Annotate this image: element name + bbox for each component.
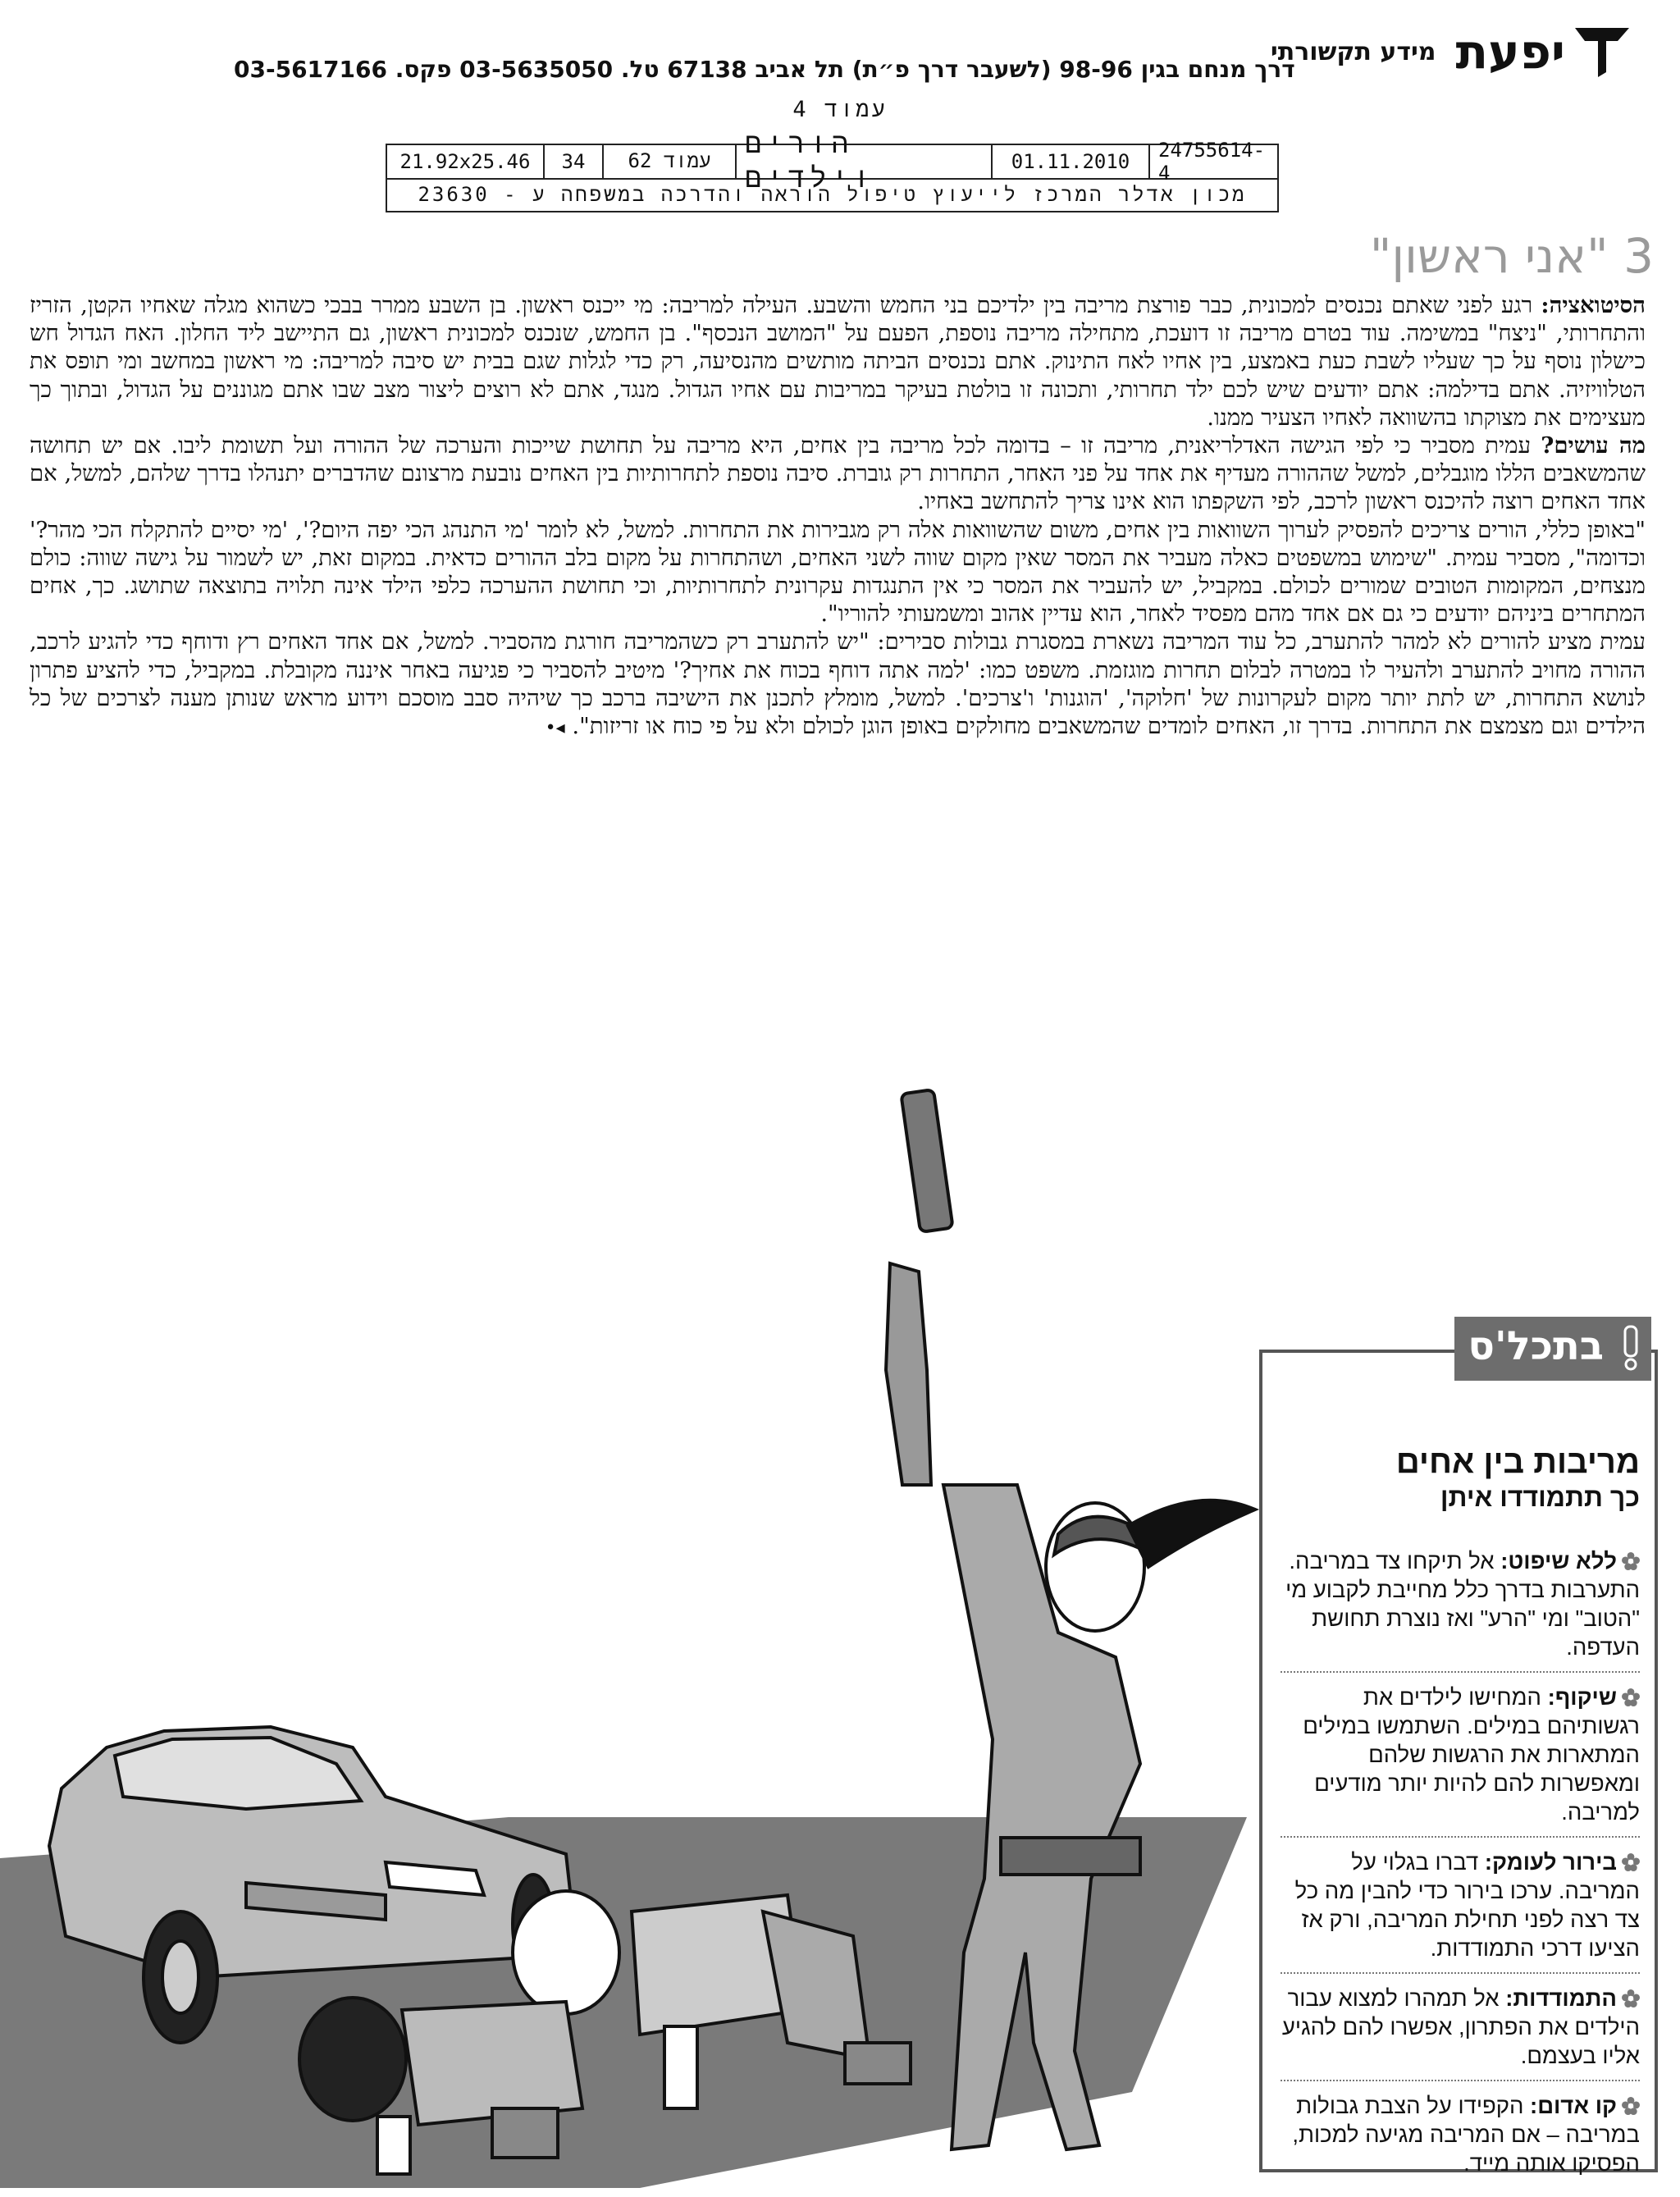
flower-icon [1622,1688,1640,1706]
paragraph-text: עמית מציע להורים לא למהר להתערב, כל עוד המריבה נשארת במסגרת גבולות סבירים: "יש להתערב רק כשהמריבה חורגת מהסביר. למשל, אם אחד האחים רץ ודוחף כדי להגיע לרכב, ההורה מחויב להתערב ולהעיר לו במטרה לבלום תחרות מוגזמת. משפט כמו: 'למה אתה דוחף בכוח את אחיך?' מיטיב להסביר כי פגיעה באחר איננה מקובלת. במקביל, כדי להציע פתרון לנושא התחרות, יש לתת יותר מקום לעקרונות של 'חלוקה', 'הוגנות' ו'צרכים'. למשל, מומלץ לתכנן את הישיבה ברכב כך שיהיה סבב מוסכם וידוע מראש שנותן מענה לצרכים של כל הילדים וגם מצמצם את התחרות. בדרך זו, האחים לומדים שהמשאבים מחולקים באופן הוגן לכולם ולא על פי כוח או זריזות". [30,628,1646,740]
page-label: עמוד 4 [792,97,888,122]
exclamation-icon [1617,1323,1645,1371]
meta-row-top [387,127,1277,194]
logo-name: יפעת [1455,24,1565,80]
meta-id: 24755614-4 [1158,139,1266,185]
tip-item [1281,1984,1640,2081]
paragraph-comparisons: "באופן כללי, הורים צריכים להפסיק לערוך השוואות בין אחים, משום שהשוואות אלה רק מגבירות את התחרות. למשל, לא לומר 'מי התנהג הכי יפה היום?', 'מי יסיים להתקלח הכי מהר?' וכדומה", מסביר עמית. "שימוש במשפטים כאלה מעביר את המסר שאין מקום שווה לשני האחים, ושהתחרות על מקום בלב ההורים כדאית. במקום זאת, יש לשמור על גישה שווה: כולם מנצחים, המקומות הטובים שמורים לכולם. במקביל, יש להעביר את המסר כי אין התנגדות עקרונית לתחרותיות, וכי תחושת ההערכה כלפי הילד אינה תלויה בתוצאה שתושג. כך, אחים המתחרים ביניהם יודעים כי גם אם אחד מהם מפסיד לאחר, הוא עדיין אהוב ומשמעותי להוריו". [30,516,1646,628]
meta-date: 01.11.2010 [993,145,1150,178]
paragraph-text: עמית מסביר כי לפי הגישה האדלריאנית, מריבה זו – בדומה לכל מריבה בין אחים, היא מריבה על תחושת שייכות והערכה של ההורה ועל תשומת ליבו. אם יש תחושה שהמשאבים הללו מוגבלים, למשל שההורה מעדיף את אחד על פני האחר, התחרות רק גוברת. סיבה נוספת לתחרותיות בין האחים נובעת מרצונם שהדברים יתנהלו בדרך שלהם, למשל, אם אחד האחים רוצה להיכנס ראשון לרכב, לפי השקפתו הוא אינו צריך להתחשב באחיו. [30,432,1646,515]
tip-lead: קו אדום: [1530,2093,1617,2118]
tip-lead: שיקוף: [1547,1684,1617,1710]
tip-text: דברו בגלוי על המריבה. ערכו בירור כדי להבין מה כל צד רצה לפני תחילת המריבה, ורק אז הציעו דרכי התמודדות. [1294,1849,1640,1961]
tip-lead: בירור לעומק: [1484,1849,1617,1875]
contact-line: דרך מנחם בגין 98-96 (לשעבר דרך פ״ת) תל אביב 67138 טל. 03-5635050 פקס. 03-5617166 [234,56,1295,83]
paragraph-what-to-do [30,432,1646,516]
tip-item [1281,1848,1640,1974]
tip-text: הקפידו על הצבת גבולות במריבה – אם המריבה מגיעה למכות, הפסיקו אותה מייד. [1292,2093,1640,2176]
clipping-meta-box [386,127,1279,212]
sidebar-subtitle: כך תתמודדו איתן [1440,1482,1640,1512]
sidebar-tab-label: בתכל'ס [1468,1323,1604,1369]
yifat-logo-icon [1573,23,1631,80]
tip-item [1281,2091,1640,2187]
paragraph-intervention [30,628,1646,742]
article-body [30,291,1646,742]
tip-text: המחישו לילדים את רגשותיהם במילים. השתמשו במילים המתארות את הרגשות שלהם ומאפשרות להם להיות יותר מודעים למריבה. [1303,1684,1640,1825]
meta-number: 34 [545,145,604,178]
meta-size: 21.92x25.46 [387,145,545,178]
tip-text: אל תמהרו למצוא עבור הילדים את הפתרון, אפשרו להם להגיע אליו בעצמם. [1281,1985,1640,2068]
cartoon-illustration [0,1025,1280,2188]
sidebar-tab [1454,1317,1651,1381]
sidebar-title: מריבות בין אחים [1395,1444,1640,1480]
page-header [49,23,1631,89]
tips-sidebar [1259,1350,1658,2176]
paragraph-lead: מה עושים? [1541,432,1646,459]
tip-lead: התמודדות: [1505,1985,1617,2011]
meta-source: מכון אדלר המרכז לייעוץ טיפול הוראה והדרכה במשפחה ע - 23630 [418,183,1247,206]
paragraph-text: רגע לפני שאתם נכנסים למכונית, כבר פורצת מריבה בין ילדיכם בני החמש והשבע. העילה למריבה: מי ייכנס ראשון. בן השבע ממרר בבכי כשהוא מגלה שאחיו הקטן, הזריז והתחרותי, "ניצח" במשימה. עוד בטרם מריבה זו דועכת, מתחילה מריבה נוספת, הפעם על "המושב הנכסף". בן החמש, שנכנס למכונית ראשון, גם התיישב ליד החלון. האח הגדול חש כישלון נוסף על כך שעליו לשבת כעת באמצע, בין אחיו לאח התינוק. אתם נכנסים הביתה מותשים מהנסיעה, רק כדי לגלות שגם בבית יש סיבה למריבה: מי ראשון במחשב ומי תופס את הטלוויזיה. אתם בדילמה: אתם יודעים שיש לכם ילד תחרותי, ותכונה זו בולטת בעיקר במריבות עם אחיו הגדול. מנגד, אתם לא רוצים ליצור מצב שבו אתם מגוננים על הגדול, ובתוך כך מעצימים את מצוקתו בהשוואה לאחיו הצעיר ממנו. [30,292,1646,431]
tip-item [1281,1546,1640,1673]
section-title: 3 "אני ראשון" [1369,228,1654,284]
meta-page: עמוד 62 [604,145,737,178]
flower-icon [1622,2097,1640,2115]
logo [1271,23,1631,80]
meta-publication: הורים וילדים [737,145,993,178]
tip-item [1281,1683,1640,1838]
paragraph-situation [30,291,1646,432]
tip-lead: ללא שיפוט: [1500,1548,1617,1574]
flower-icon [1622,1552,1640,1570]
tip-text: אל תיקחו צד במריבה. התערבות בדרך כלל מחייבת לקבוע מי "הטוב" ומי "הרע" ואז נוצרת תחושת העדפה. [1285,1548,1640,1660]
flower-icon [1622,1853,1640,1871]
paragraph-lead: הסיטואציה: [1541,292,1646,318]
flower-icon [1622,1989,1640,2007]
logo-tagline: מידע תקשורתי [1270,37,1436,66]
sidebar-content [1281,1443,1640,2197]
arrow-end-icon: ◂• [545,718,565,739]
